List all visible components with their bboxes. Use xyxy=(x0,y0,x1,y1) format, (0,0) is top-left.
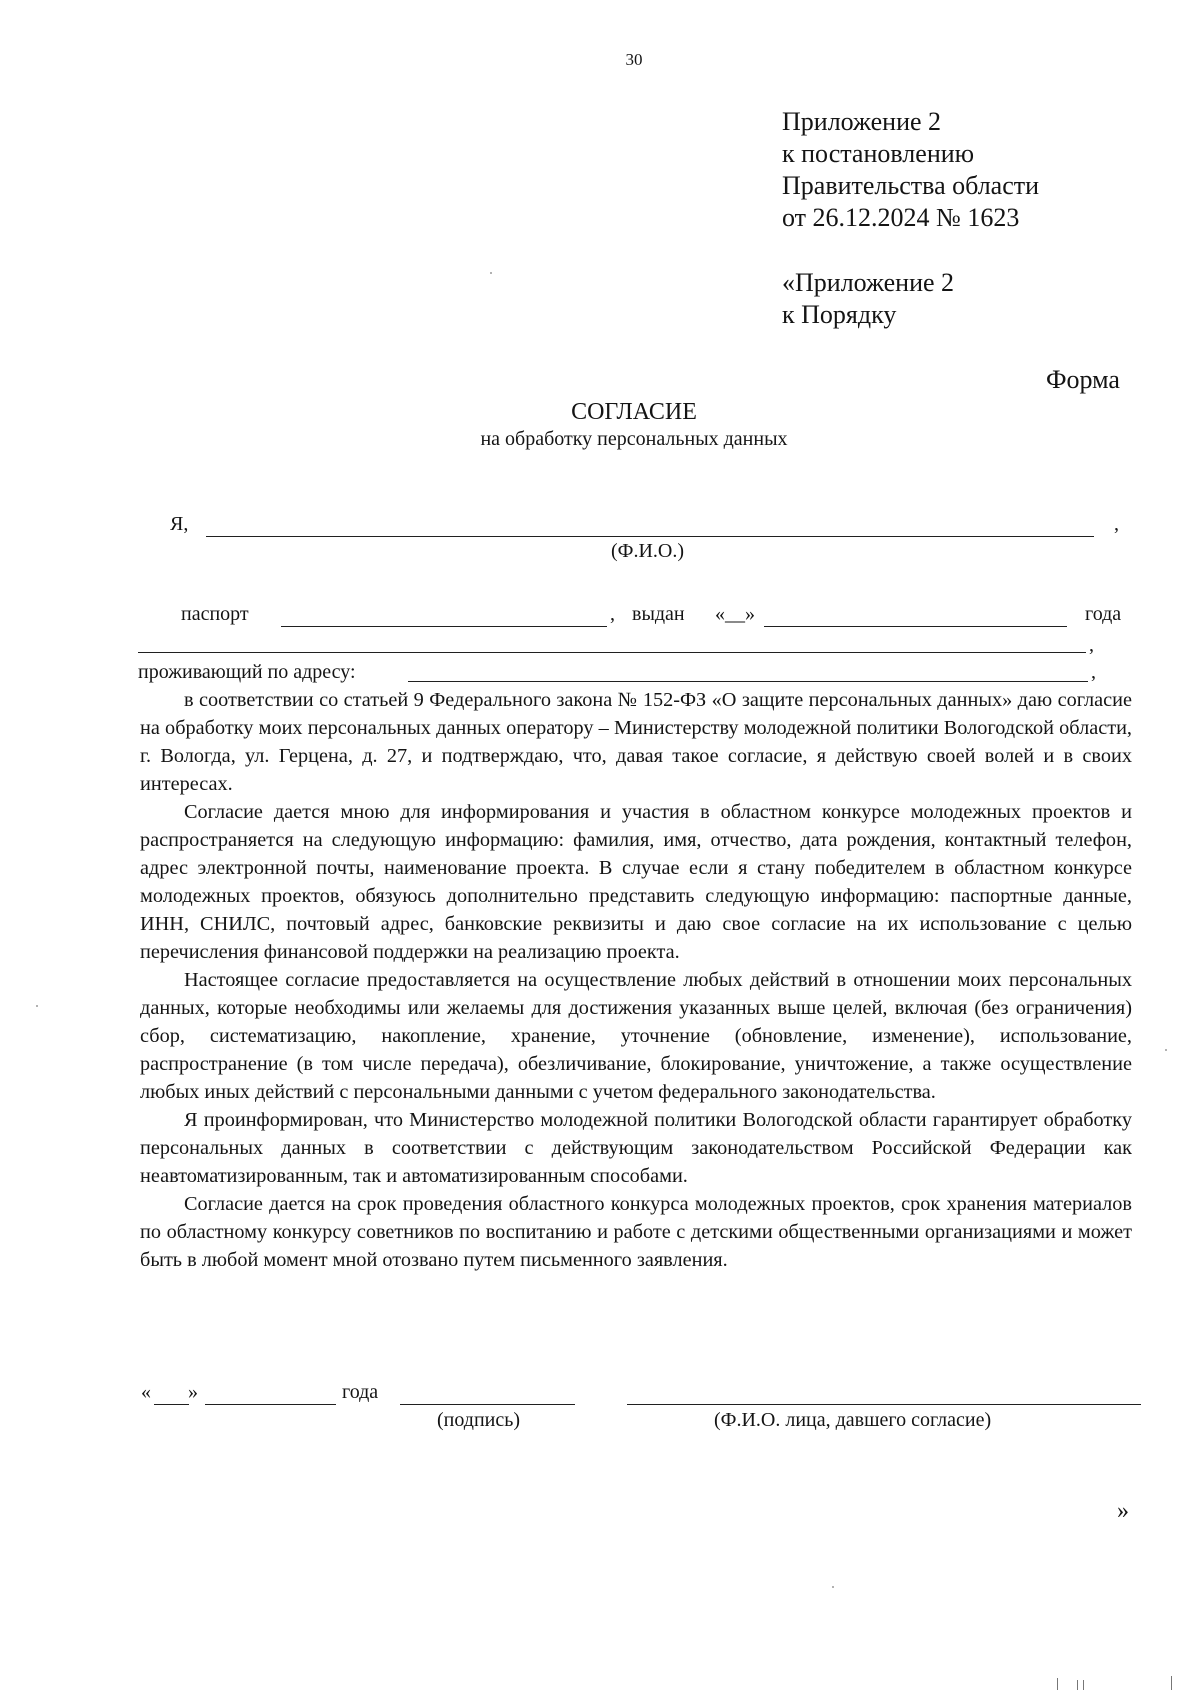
fio-caption: (Ф.И.О.) xyxy=(611,540,685,562)
i-label: Я, xyxy=(170,513,189,535)
passport-input-line[interactable] xyxy=(281,626,607,627)
scan-edge-mark xyxy=(1083,1680,1084,1690)
closing-quote: » xyxy=(1117,1498,1129,1524)
signature-date-close: » xyxy=(188,1381,198,1403)
appendix-line: от 26.12.2024 № 1623 xyxy=(782,203,1020,232)
signature-year-label: года xyxy=(342,1381,379,1403)
passport-comma: , xyxy=(610,603,615,625)
address-input-line-1[interactable] xyxy=(138,652,1086,653)
appendix-header xyxy=(782,106,1039,234)
page-number: 30 xyxy=(625,50,643,69)
prefix-line: к Порядку xyxy=(782,300,897,329)
issued-label: выдан xyxy=(632,603,685,625)
signer-fio-caption: (Ф.И.О. лица, давшего согласие) xyxy=(714,1409,992,1431)
scan-speck xyxy=(490,272,492,274)
passport-label: паспорт xyxy=(181,603,249,625)
signature-date-open: « xyxy=(141,1381,151,1403)
document-subtitle: на обработку персональных данных xyxy=(480,428,788,450)
signer-fio-input-line[interactable] xyxy=(627,1404,1141,1405)
scan-speck xyxy=(36,1005,38,1007)
address-label: проживающий по адресу: xyxy=(138,661,356,683)
consent-paragraph: Согласие дается на срок проведения областного конкурса молодежных проектов, срок хранения материалов по областному конкурсу советников по воспитанию и работе с детскими общественными организациями и может быть в любой момент мной отозвано путем письменного заявления. xyxy=(140,1193,1132,1271)
consent-paragraph: Настоящее согласие предоставляется на осуществление любых действий в отношении моих персональных данных, которые необходимы или желаемы для достижения указанных выше целей, включая (без ограничения) сбор, систематизацию, накопление, хранение, уточнение (обновление, изменение), использование, распространение (в том числе передача), обезличивание, блокирование, уничтожение, а также осуществление любых иных действий с персональными данными с учетом федерального законодательства. xyxy=(140,969,1132,1103)
address-comma-2: , xyxy=(1091,661,1096,683)
appendix-line: Приложение 2 xyxy=(782,107,942,136)
consent-paragraph: в соответствии со статьей 9 Федерального закона № 152-ФЗ «О защите персональных данных» даю согласие на обработку моих персональных данных оператору – Министерству молодежной политики Вологодской области, г. Вологда, ул. Герцена, д. 27, и подтверждаю, что, давая такое согласие, я действую своей волей и в своих интересах. xyxy=(140,689,1132,795)
address-input-line-2[interactable] xyxy=(408,681,1088,682)
scan-speck xyxy=(1165,1049,1167,1051)
signature-input-line[interactable] xyxy=(400,1404,575,1405)
issued-by-input-line[interactable] xyxy=(764,626,1067,627)
prefix-header xyxy=(782,267,954,331)
consent-paragraph: Согласие дается мною для информирования и участия в областном конкурсе молодежных проектов и распространяется на следующую информацию: фамилия, имя, отчество, дата рождения, контактный телефон, адрес электронной почты, наименование проекта. В случае если я стану победителем в областном конкурсе молодежных проектов, обязуюсь дополнительно представить следующую информацию: паспортные данные, ИНН, СНИЛС, почтовый адрес, банковские реквизиты и даю свое согласие на их использование с целью перечисления финансовой поддержки на реализацию проекта. xyxy=(140,801,1132,963)
signature-month-input-line[interactable] xyxy=(205,1404,336,1405)
consent-body xyxy=(140,686,1132,1274)
issue-date-quote: «__» xyxy=(715,603,755,625)
form-label: Форма xyxy=(1046,365,1120,394)
signature-day-input-line[interactable] xyxy=(154,1404,189,1405)
prefix-line: «Приложение 2 xyxy=(782,268,955,297)
address-comma-1: , xyxy=(1089,634,1094,656)
signature-caption: (подпись) xyxy=(437,1409,521,1431)
consent-paragraph: Я проинформирован, что Министерство молодежной политики Вологодской области гарантирует обработку персональных данных в соответствии с действующим законодательством Российской Федерации как неавтоматизированным, так и автоматизированным способами. xyxy=(140,1109,1132,1187)
fio-input-line[interactable] xyxy=(206,536,1094,537)
scan-speck xyxy=(832,1586,834,1588)
document-title: СОГЛАСИЕ xyxy=(571,399,697,425)
scan-edge-mark xyxy=(1171,1676,1172,1690)
appendix-line: к постановлению xyxy=(782,139,975,168)
year-label: года xyxy=(1085,603,1122,625)
appendix-line: Правительства области xyxy=(782,171,1040,200)
fio-trailing-comma: , xyxy=(1114,513,1119,535)
scan-edge-mark xyxy=(1057,1678,1058,1690)
scan-edge-mark xyxy=(1077,1680,1078,1690)
